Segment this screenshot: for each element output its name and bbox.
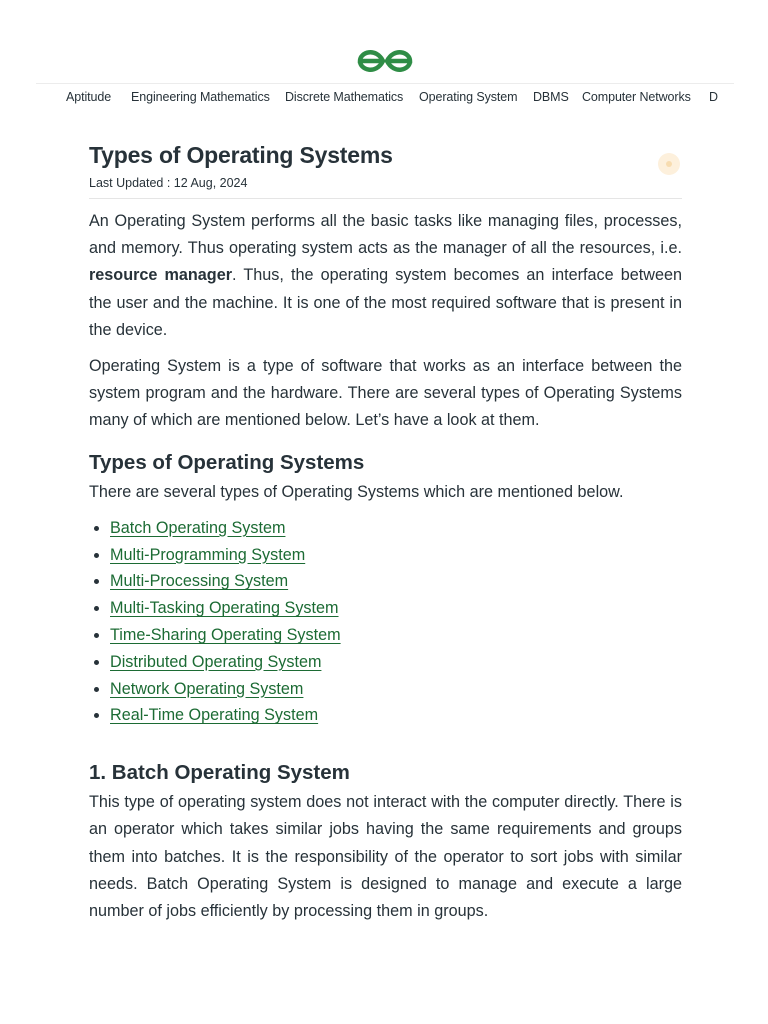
link-multi-processing[interactable]: Multi-Processing System (110, 572, 289, 591)
list-item (110, 515, 682, 542)
link-distributed[interactable]: Distributed Operating System (110, 652, 322, 671)
types-intro: There are several types of Operating Systems which are mentioned below. (89, 482, 624, 501)
list-item (110, 702, 682, 729)
nav-item-dbms[interactable]: DBMS (533, 90, 569, 104)
nav-item-engineering-mathematics[interactable]: Engineering Mathematics (131, 90, 270, 104)
resource-manager-bold: resource manager (89, 266, 232, 285)
list-item (110, 649, 682, 676)
topic-nav (36, 83, 734, 114)
link-multi-programming[interactable]: Multi-Programming System (110, 545, 306, 564)
link-multi-tasking[interactable]: Multi-Tasking Operating System (110, 599, 339, 618)
article (89, 138, 682, 925)
list-item (110, 595, 682, 622)
link-batch-os[interactable]: Batch Operating System (110, 518, 286, 537)
list-item (110, 676, 682, 703)
types-list (89, 515, 682, 729)
list-item (110, 622, 682, 649)
types-heading: Types of Operating Systems (89, 450, 365, 474)
intro-paragraph: An Operating System performs all the basic tasks like managing files, processes, and memory. Thus operating system acts as the manager of all the resources, i.e. resource manager. Thus, the operating system becomes an interface between the user and the machine. It is one of the most required software that is present in the device. (89, 212, 682, 339)
second-paragraph: Operating System is a type of software that works as an interface between the system program and the hardware. There are several types of Operating Systems many of which are mentioned below. Let’s have a look at them. (89, 357, 682, 430)
batch-heading: 1. Batch Operating System (89, 761, 350, 785)
batch-paragraph: This type of operating system does not interact with the computer directly. There is an operator which takes similar jobs having the same requirements and groups them into batches. It is the responsibility of the operator to sort jobs with similar needs. Batch Operating System is designed to manage and execute a large number of jobs efficiently by processing them in groups. (89, 793, 682, 921)
gfg-logo-icon[interactable] (356, 44, 414, 76)
link-real-time[interactable]: Real-Time Operating System (110, 706, 319, 725)
last-updated: Last Updated : 12 Aug, 2024 (89, 176, 682, 199)
list-item (110, 568, 682, 595)
nav-item-operating-system[interactable]: Operating System (419, 90, 518, 104)
nav-item-aptitude[interactable]: Aptitude (66, 90, 112, 104)
link-network[interactable]: Network Operating System (110, 679, 304, 698)
nav-item-computer-networks[interactable]: Computer Networks (582, 90, 691, 104)
list-item (110, 542, 682, 569)
link-time-sharing[interactable]: Time-Sharing Operating System (110, 626, 341, 645)
nav-item-more[interactable]: D (709, 90, 718, 104)
page-title: Types of Operating Systems (89, 142, 393, 168)
nav-item-discrete-mathematics[interactable]: Discrete Mathematics (285, 90, 404, 104)
